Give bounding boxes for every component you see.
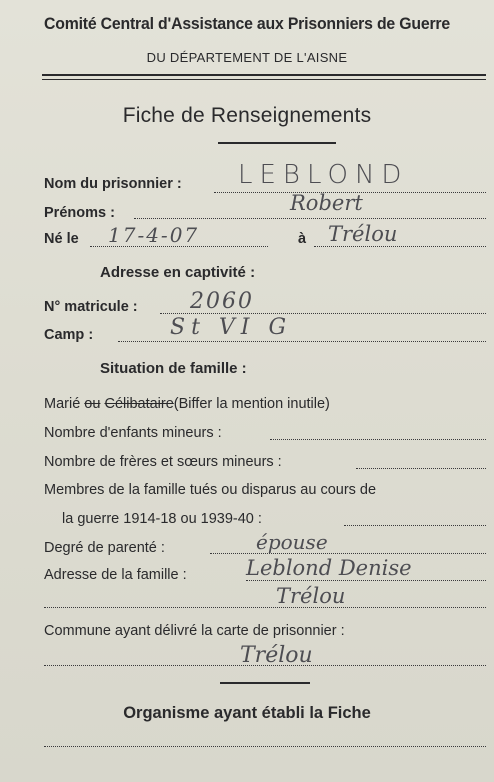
nom-value[interactable]: LEBLOND: [238, 160, 409, 190]
enfants-label: Nombre d'enfants mineurs :: [44, 425, 222, 441]
freres-dotted-line[interactable]: [356, 468, 486, 469]
camp-dotted-line: [118, 341, 486, 342]
matricule-label: N° matricule :: [44, 299, 138, 315]
adresse-famille-dotted-line: [246, 580, 486, 581]
prenoms-value[interactable]: Robert: [290, 191, 363, 215]
degre-label: Degré de parenté :: [44, 540, 165, 556]
enfants-dotted-line[interactable]: [270, 439, 486, 440]
commune-value[interactable]: Trélou: [240, 643, 313, 668]
adresse-famille-value-2[interactable]: Trélou: [276, 584, 346, 608]
department-subtitle: DU DÉPARTEMENT DE L'AISNE: [146, 50, 348, 65]
adresse-famille-label: Adresse de la famille :: [44, 567, 187, 583]
biffer-note: (Biffer la mention inutile): [173, 396, 330, 412]
situation-line: [44, 396, 330, 412]
degre-dotted-line: [210, 553, 486, 554]
matricule-value[interactable]: 2060: [190, 289, 254, 314]
adresse-famille-value[interactable]: Leblond Denise: [246, 556, 412, 580]
a-value[interactable]: Trélou: [328, 222, 398, 246]
nom-label: Nom du prisonnier :: [44, 176, 182, 192]
ne-le-label: Né le: [44, 231, 79, 247]
title-underline: [218, 142, 336, 144]
situation-famille-heading: Situation de famille :: [100, 360, 247, 377]
a-label: à: [298, 231, 307, 247]
footer-dotted-line[interactable]: [44, 746, 486, 747]
camp-value[interactable]: St VI G: [170, 315, 293, 340]
membres-label-line2: la guerre 1914-18 ou 1939-40 :: [62, 511, 262, 527]
membres-dotted-line[interactable]: [344, 525, 486, 526]
footer-divider: [220, 682, 310, 684]
a-dotted-line: [314, 246, 486, 247]
footer-heading: Organisme ayant établi la Fiche: [123, 704, 371, 722]
membres-label-line1: Membres de la famille tués ou disparus au cours de: [44, 482, 377, 498]
header-rule-top: [42, 74, 486, 76]
degre-value[interactable]: épouse: [256, 530, 328, 554]
form-title: Fiche de Renseignements: [122, 104, 372, 127]
header-rule-bottom: [42, 79, 486, 80]
commune-label: Commune ayant délivré la carte de prisonnier :: [44, 623, 345, 639]
ou-text: ou: [84, 396, 101, 412]
ne-le-value[interactable]: 17-4-07: [108, 223, 200, 247]
marie-text[interactable]: Marié: [44, 396, 81, 412]
prenoms-dotted-line: [134, 218, 486, 219]
adresse-captivite-heading: Adresse en captivité :: [100, 264, 256, 281]
prenoms-label: Prénoms :: [44, 205, 115, 221]
freres-label: Nombre de frères et sœurs mineurs :: [44, 454, 282, 470]
organization-title: Comité Central d'Assistance aux Prisonniers de Guerre: [43, 14, 450, 33]
camp-label: Camp :: [44, 327, 94, 343]
celibataire-text[interactable]: Célibataire: [104, 396, 174, 412]
adresse-famille-dotted-line-2: [44, 607, 486, 608]
